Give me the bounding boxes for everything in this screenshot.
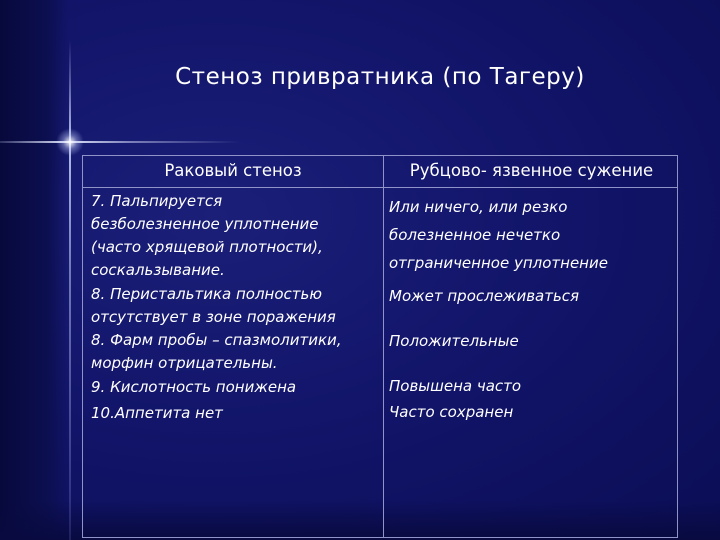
right-cell-line: болезненное нечетко xyxy=(389,226,561,244)
comparison-table xyxy=(82,155,678,538)
left-cell-line: 8. Фарм пробы – спазмолитики, xyxy=(91,331,342,349)
decorative-sparkle-icon xyxy=(56,128,84,156)
right-cell-line: Часто сохранен xyxy=(389,403,514,421)
left-cell-line: отсутствует в зоне поражения xyxy=(91,308,336,326)
slide-title: Стеноз привратника (по Тагеру) xyxy=(175,64,585,90)
right-cell-line: Положительные xyxy=(389,332,519,350)
background-left-band xyxy=(0,0,68,540)
column-divider xyxy=(383,156,384,537)
table-header-row xyxy=(83,156,677,188)
right-cell-line: Или ничего, или резко xyxy=(389,198,568,216)
left-cell-line: 10.Аппетита нет xyxy=(91,404,223,422)
right-cell-line: Повышена часто xyxy=(389,377,522,395)
left-cell-line: соскальзывание. xyxy=(91,261,225,279)
decorative-horizontal-line xyxy=(0,141,240,143)
decorative-vertical-line xyxy=(69,40,71,540)
left-cell-line: (часто хрящевой плотности), xyxy=(91,238,323,256)
left-cell-line: 8. Перистальтика полностью xyxy=(91,285,322,303)
right-cell-line: отграниченное уплотнение xyxy=(389,254,608,272)
header-scar-ulcer-narrowing: Рубцово- язвенное сужение xyxy=(409,161,654,180)
right-cell-line: Может прослеживаться xyxy=(389,287,580,305)
left-cell-line: 9. Кислотность понижена xyxy=(91,378,297,396)
left-cell-line: 7. Пальпируется xyxy=(91,192,223,210)
left-cell-line: безболезненное уплотнение xyxy=(91,215,319,233)
header-cancer-stenosis: Раковый стеноз xyxy=(164,161,302,180)
left-cell-line: морфин отрицательны. xyxy=(91,354,278,372)
